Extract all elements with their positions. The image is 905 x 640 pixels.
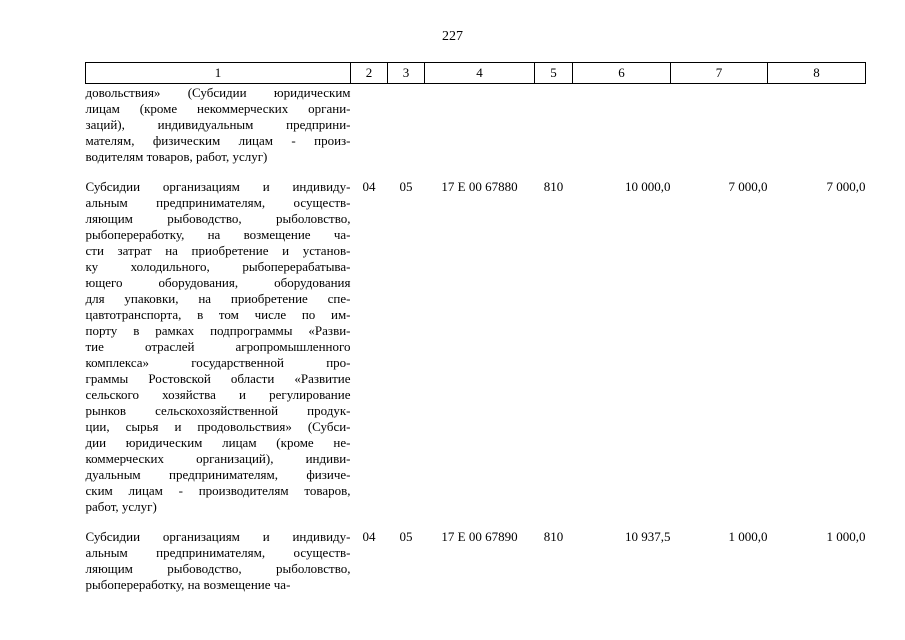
row-amount-year-1 <box>573 84 671 180</box>
description-line: порту в рамках подпрограммы «Разви- <box>85 323 351 338</box>
description-line: альным предпринимателям, осуществ- <box>85 545 351 560</box>
row-section <box>351 84 388 180</box>
page-number: 227 <box>442 29 463 44</box>
description-line: комплекса» государственной про- <box>85 355 351 370</box>
row-amount-year-2: 7 000,0 <box>728 179 768 194</box>
description-line: ку холодильного, рыбоперерабатыва- <box>85 259 351 274</box>
description-line: ющего оборудования, оборудования <box>85 275 351 290</box>
row-amount-year-3 <box>768 84 866 180</box>
row-section: 04 <box>362 529 376 544</box>
row-amount-year-3: 1 000,0 <box>826 529 866 544</box>
row-amount-year-1: 10 937,5 <box>625 529 671 544</box>
description-line: ции, сырья и продовольствия» (Субси- <box>85 419 351 434</box>
table-row <box>86 84 866 180</box>
description-line: Субсидии организациям и индивиду- <box>85 529 351 544</box>
description-line: рыбопереработку, на возмещение ча- <box>85 227 351 242</box>
row-section: 04 <box>362 179 376 194</box>
description-line: работ, услуг) <box>85 499 157 514</box>
row-expense-type: 810 <box>543 529 564 544</box>
description-line: довольствия» (Субсидии юридическим <box>85 85 351 100</box>
header-col-8: 8 <box>768 63 866 84</box>
row-subsection <box>388 84 425 180</box>
description-line: мателям, физическим лицам - произ- <box>85 133 351 148</box>
header-col-5: 5 <box>535 63 573 84</box>
header-col-3: 3 <box>388 63 425 84</box>
table-row <box>86 179 866 529</box>
header-col-6: 6 <box>573 63 671 84</box>
description-line: сельского хозяйства и регулирование <box>85 387 351 402</box>
table-header-row <box>86 63 866 84</box>
row-expense-type <box>535 84 573 180</box>
description-line: сти затрат на приобретение и установ- <box>85 243 351 258</box>
header-col-2: 2 <box>351 63 388 84</box>
table-row <box>86 529 866 607</box>
row-expense-type: 810 <box>543 179 564 194</box>
description-line: дуальным предпринимателям, физиче- <box>85 467 351 482</box>
row-subsection: 05 <box>399 529 413 544</box>
row-amount-year-1: 10 000,0 <box>625 179 671 194</box>
description-line: рынков сельскохозяйственной продук- <box>85 403 351 418</box>
row-amount-year-2: 1 000,0 <box>728 529 768 544</box>
header-col-7: 7 <box>671 63 768 84</box>
description-line: коммерческих организаций), индиви- <box>85 451 351 466</box>
row-amount-year-3: 7 000,0 <box>826 179 866 194</box>
row-target-article: 17 Е 00 67880 <box>441 179 518 194</box>
description-line: для упаковки, на приобретение спе- <box>85 291 351 306</box>
description-line: дии юридическим лицам (кроме не- <box>85 435 351 450</box>
description-line: Субсидии организациям и индивиду- <box>85 179 351 194</box>
description-line: заций), индивидуальным предприни- <box>85 117 351 132</box>
header-col-4: 4 <box>425 63 535 84</box>
description-line: ляющим рыбоводство, рыболовство, <box>85 211 351 226</box>
description-line: граммы Ростовской области «Развитие <box>85 371 351 386</box>
header-col-1: 1 <box>86 63 351 84</box>
row-subsection: 05 <box>399 179 413 194</box>
description-line: альным предпринимателям, осуществ- <box>85 195 351 210</box>
row-description <box>86 84 351 180</box>
description-line: ским лицам - производителям товаров, <box>85 483 351 498</box>
description-line: ляющим рыбоводство, рыболовство, <box>85 561 351 576</box>
row-target-article: 17 Е 00 67890 <box>441 529 518 544</box>
description-line: цавтотранспорта, в том числе по им- <box>85 307 351 322</box>
row-description <box>86 529 351 607</box>
description-line: водителям товаров, работ, услуг) <box>85 149 268 164</box>
table-body <box>86 84 866 608</box>
row-description <box>86 179 351 529</box>
description-line: лицам (кроме некоммерческих органи- <box>85 101 351 116</box>
description-line: рыбопереработку, на возмещение ча- <box>85 577 291 592</box>
budget-table <box>85 62 866 607</box>
row-target-article <box>425 84 535 180</box>
description-line: тие отраслей агропромышленного <box>85 339 351 354</box>
row-amount-year-2 <box>671 84 768 180</box>
